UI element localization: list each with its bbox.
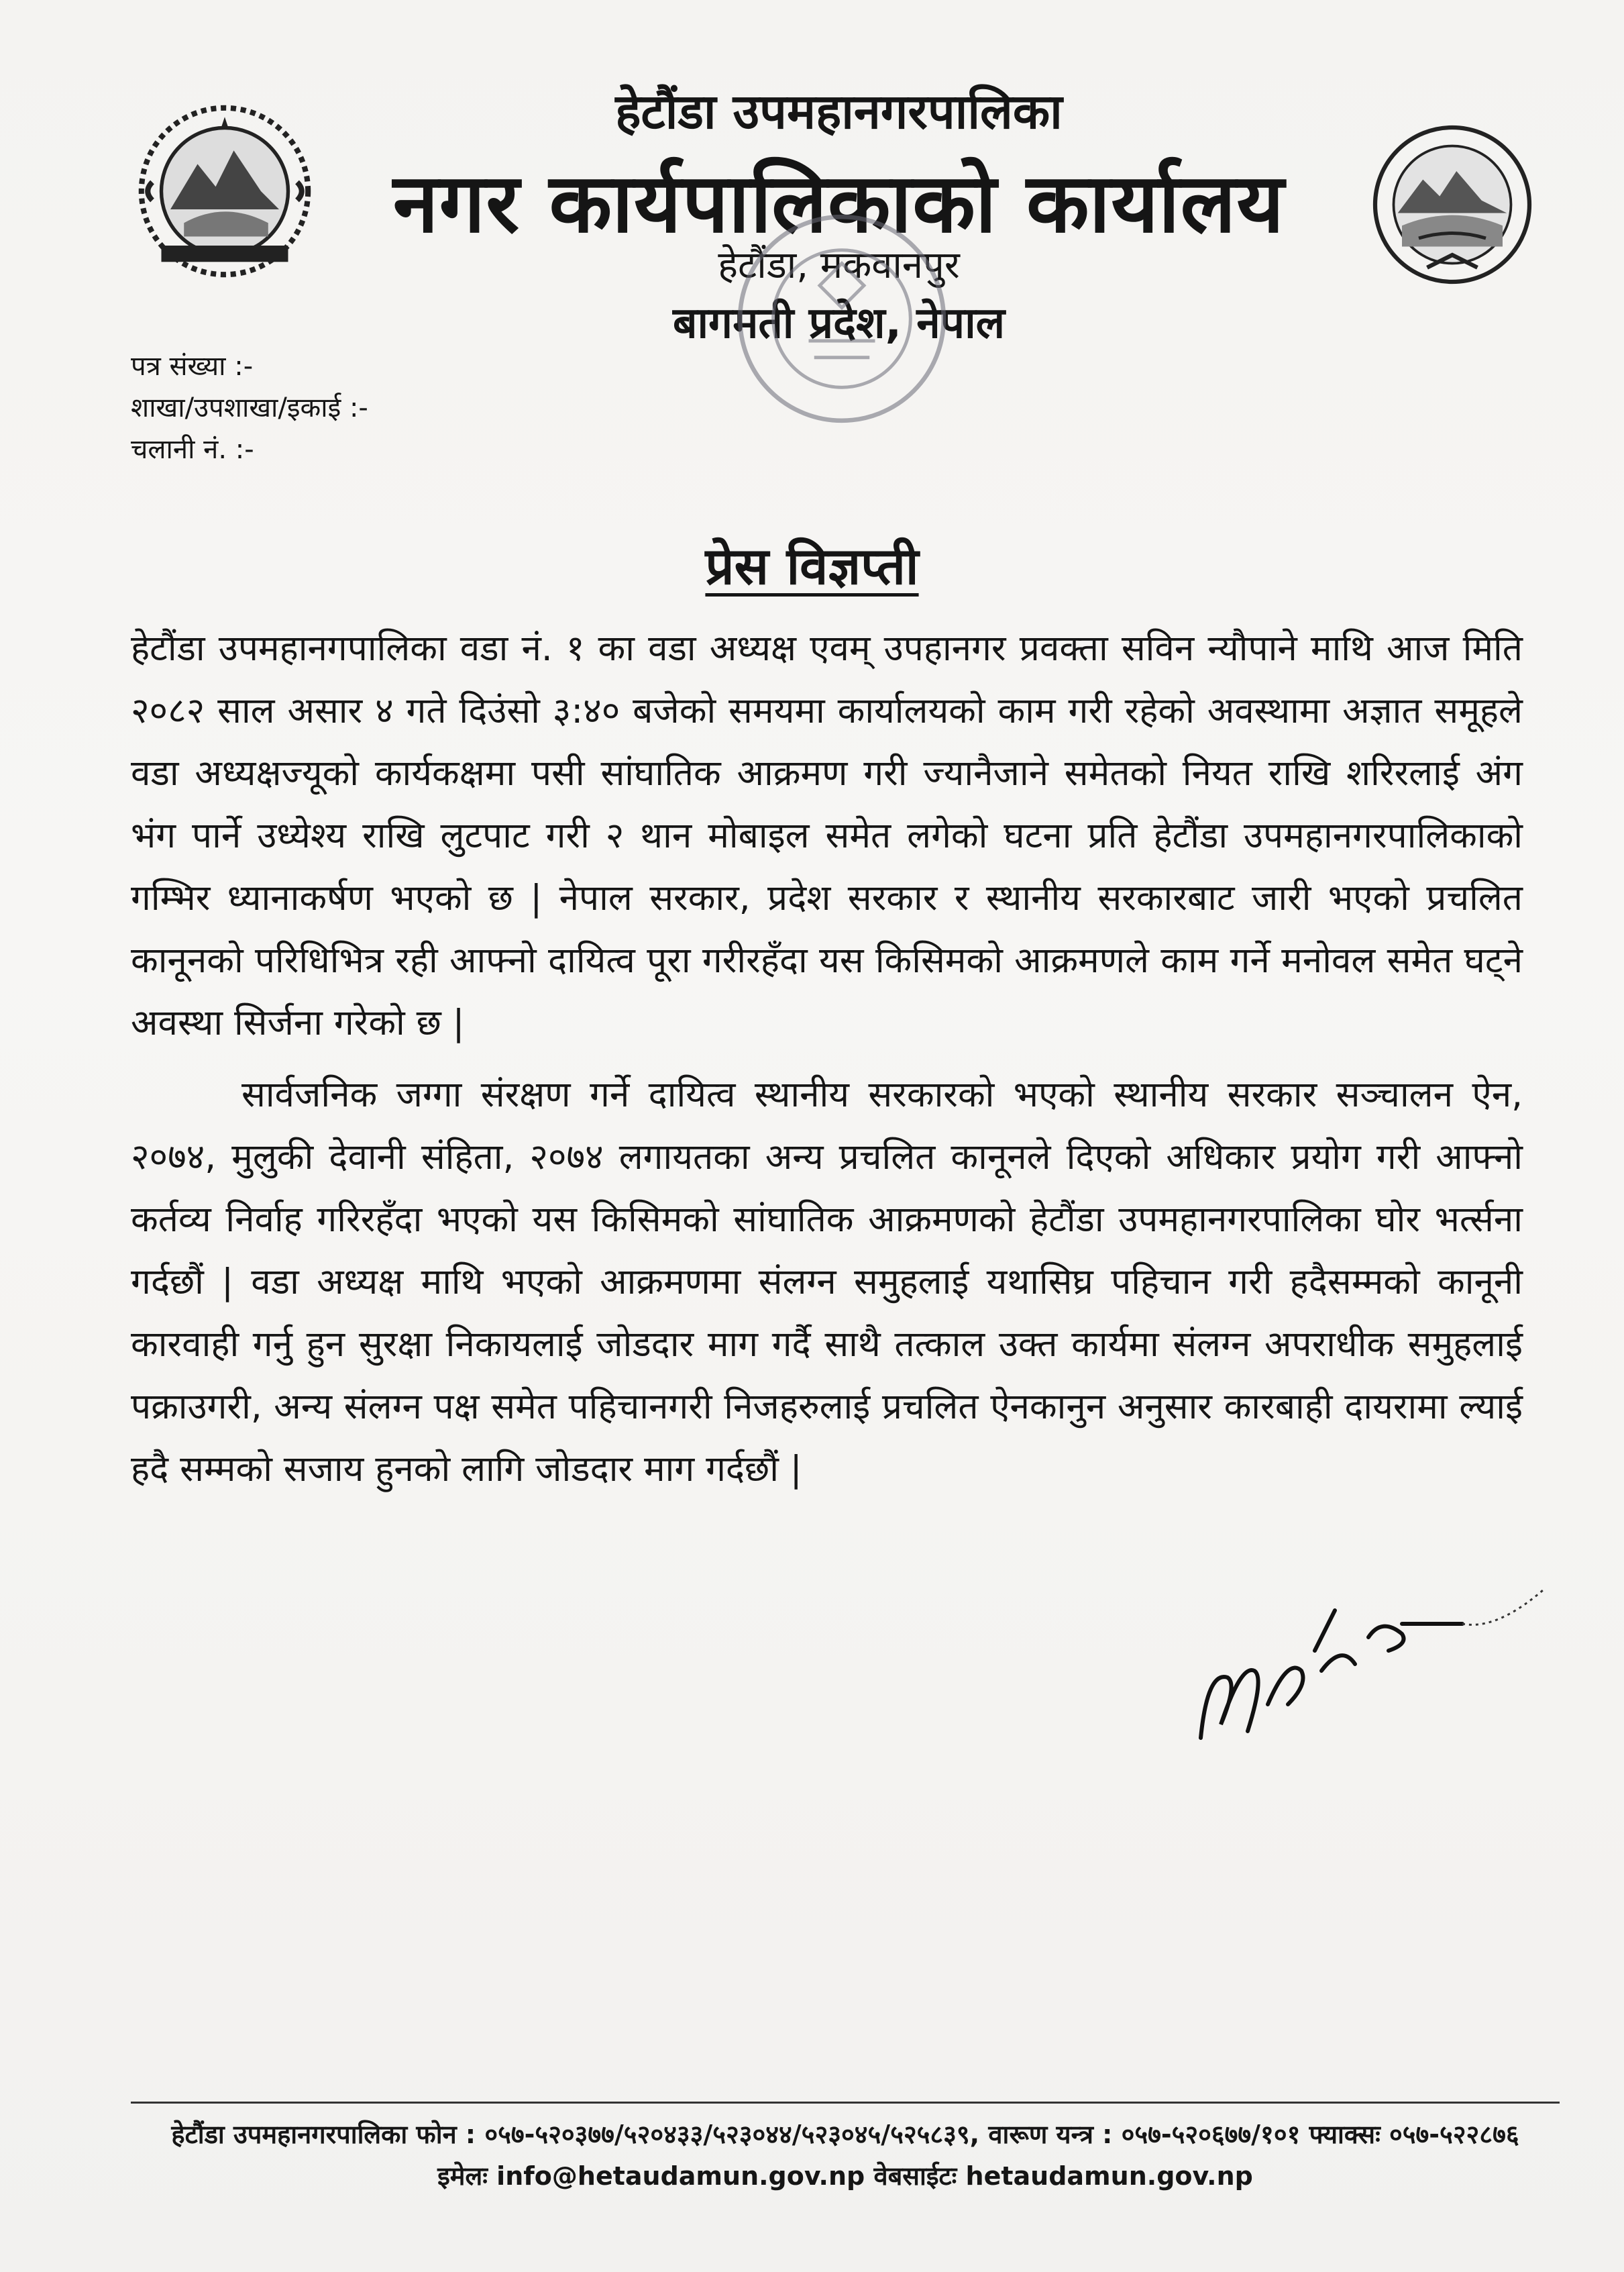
paragraph-1: हेटौंडा उपमहानगपालिका वडा नं. १ का वडा अध्यक्ष एवम् उपहानगर प्रवक्ता सविन न्यौपाने माथि आज मिति २०८२ साल असार ४ गते दिउंसो ३:४० बजेको समयमा कार्यालयको काम गरी रहेको अवस्थामा अज्ञात समूहले वडा अध्यक्षज्यूको कार्यकक्षमा पसी सांघातिक आक्रमण गरी ज्यानैजाने समेतको नियत राखि शरिरलाई अंग भंग पार्ने उध्येश्य राखि लुटपाट गरी २ थान मोबाइल समेत लगेको घटना प्रति हेटौंडा उपमहानगरपालिकाको गम्भिर ध्यानाकर्षण भएको छ | नेपाल सरकार, प्रदेश सरकार र स्थानीय सरकारबाट जारी भएको प्रचलित कानूनको परिधिभित्र रही आफ्नो दायित्व पूरा गरीरहँदा यस किसिमको आक्रमणले काम गर्ने मनोवल समेत घट्ने अवस्था सिर्जना गरेको छ | [131,628,1523,1043]
municipality-name: हेटौंडा उपमहानगरपालिका [615,83,1063,140]
dispatch-number-label: चलानी नं. :- [131,434,254,465]
letter-meta [131,346,368,470]
footer-divider [131,2102,1560,2104]
footer-contact [131,2114,1560,2197]
office-address: हेटौंडा, मकवानपुर [718,244,960,287]
footer-email-line: इमेलः info@hetaudamun.gov.np वेबसाईटः hetaudamun.gov.np [437,2161,1253,2191]
document-title: प्रेस विज्ञप्ती [705,536,919,596]
document-title-wrap [0,530,1624,599]
footer-phone-line: हेटौंडा उपमहानगरपालिका फोन : ०५७-५२०३७७/५२०४३३/५२३०४४/५२३०४५/५२५८३९, वारूण यन्त्र : ०५७-५२०६७७/१०१ फ्याक्सः ०५७-५२२८७६ [171,2120,1519,2149]
office-name: नगर कार्यपालिकाको कार्यालय [392,156,1285,251]
signature-icon [1181,1570,1556,1771]
press-release-body [131,617,1523,1500]
paragraph-2: सार्वजनिक जग्गा संरक्षण गर्ने दायित्व स्थानीय सरकारको भएको स्थानीय सरकार सञ्चालन ऐन, २०७४, मुलुकी देवानी संहिता, २०७४ लगायतका अन्य प्रचलित कानूनले दिएको अधिकार प्रयोग गरी आफ्नो कर्तव्य निर्वाह गरिरहँदा भएको यस किसिमको सांघातिक आक्रमणको हेटौंडा उपमहानगरपालिका घोर भर्त्सना गर्दछौं | वडा अध्यक्ष माथि भएको आक्रमणमा संलग्न समुहलाई यथासिघ्र पहिचान गरी हदैसम्मको कानूनी कारवाही गर्नु हुन सुरक्षा निकायलाई जोडदार माग गर्दै साथै तत्काल उक्त कार्यमा संलग्न अपराधीक समुहलाई पक्राउगरी, अन्य संलग्न पक्ष समेत पहिचानगरी निजहरुलाई प्रचलित ऐनकानुन अनुसार कारबाही दायरामा ल्याई हदै सम्मको सजाय हुनको लागि जोडदार माग गर्दछौं | [131,1074,1523,1490]
letter-number-label: पत्र संख्या :- [131,351,254,382]
office-stamp-icon [731,208,953,429]
office-province: बागमती प्रदेश, नेपाल [672,299,1006,348]
section-label: शाखा/उपशाखा/इकाई :- [131,393,368,423]
